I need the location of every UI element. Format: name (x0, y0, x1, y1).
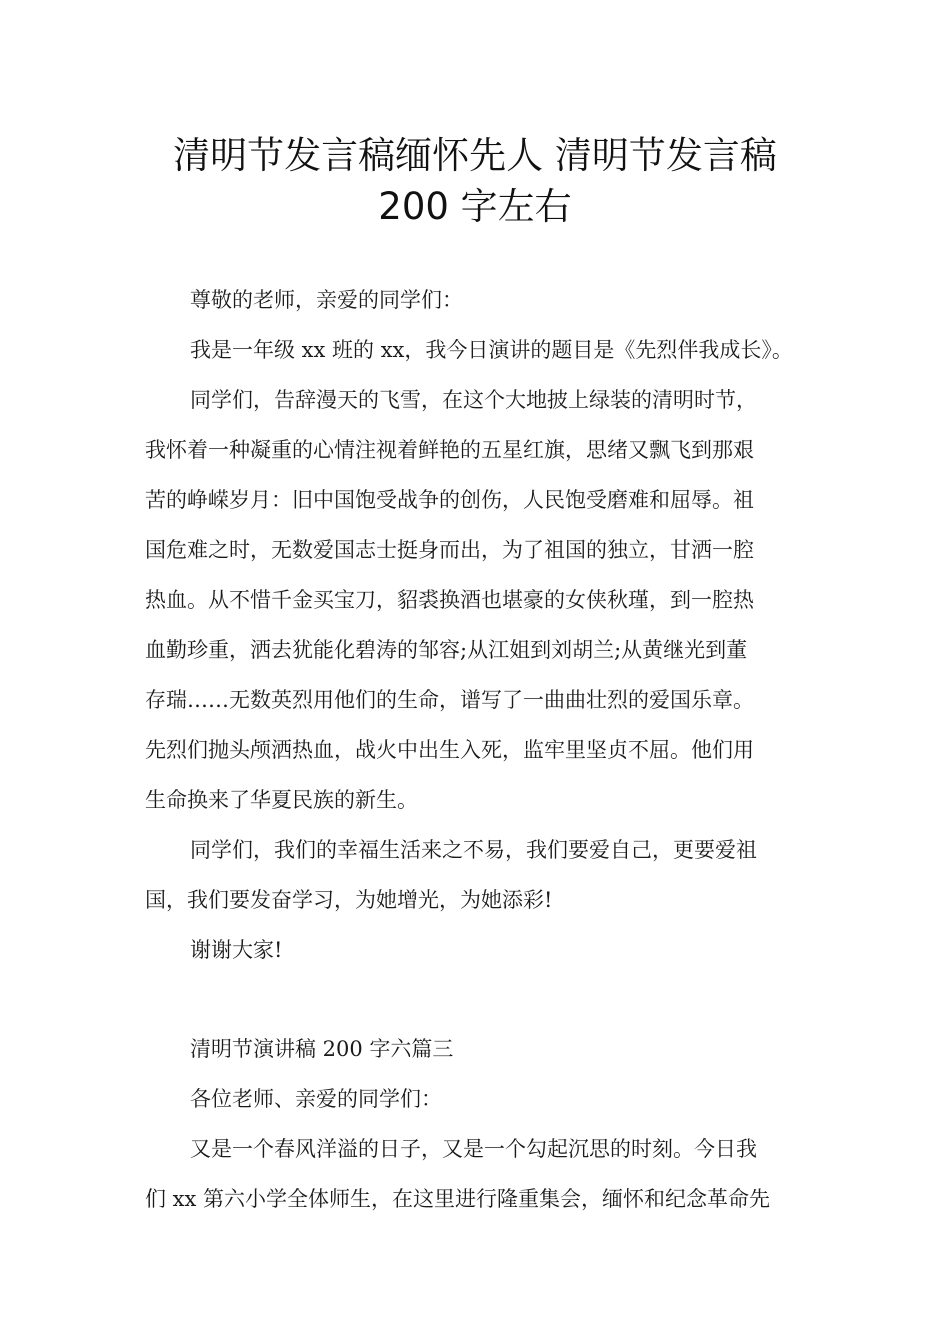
text-line (0, 580, 950, 620)
text-line (0, 380, 950, 420)
section-heading: 清明节演讲稿 200 字六篇三 (190, 1037, 454, 1061)
text-line (0, 330, 950, 370)
text-line (0, 280, 950, 320)
paragraph-text: 国，我们要发奋学习，为她增光，为她添彩! (145, 888, 553, 912)
paragraph-text: 血勤珍重，洒去犹能化碧涛的邹容;从江姐到刘胡兰;从黄继光到董 (145, 638, 748, 662)
paragraph-text: 国危难之时，无数爱国志士挺身而出，为了祖国的独立，甘洒一腔 (145, 538, 754, 562)
document-title-line-1: 清明节发言稿缅怀先人 清明节发言稿 (173, 134, 777, 177)
closing-text: 谢谢大家! (190, 938, 283, 962)
paragraph-text: 同学们，我们的幸福生活来之不易，我们要爱自己，更要爱祖 (190, 838, 757, 862)
text-line (0, 630, 950, 670)
text-line (0, 530, 950, 570)
text-line (0, 1129, 950, 1169)
text-line (0, 730, 950, 770)
text-line (0, 1079, 950, 1119)
text-line (0, 880, 950, 920)
paragraph-text: 同学们，告辞漫天的飞雪，在这个大地披上绿装的清明时节， (190, 388, 757, 412)
salutation-text: 尊敬的老师，亲爱的同学们： (190, 288, 463, 312)
paragraph-text: 存瑞……无数英烈用他们的生命，谱写了一曲曲壮烈的爱国乐章。 (145, 688, 754, 712)
paragraph-text: 生命换来了华夏民族的新生。 (145, 788, 418, 812)
text-line (0, 930, 950, 970)
text-line (0, 1029, 950, 1069)
salutation-text: 各位老师、亲爱的同学们： (190, 1087, 442, 1111)
paragraph-text: 我是一年级 xx 班的 xx，我今日演讲的题目是《先烈伴我成长》。 (190, 338, 793, 362)
text-line (0, 830, 950, 870)
paragraph-text: 先烈们抛头颅洒热血，战火中出生入死，监牢里坚贞不屈。他们用 (145, 738, 754, 762)
paragraph-text: 们 xx 第六小学全体师生，在这里进行隆重集会，缅怀和纪念革命先 (145, 1187, 771, 1211)
text-line (0, 780, 950, 820)
document-title-line-2: 200 字左右 (378, 185, 572, 228)
paragraph-text: 热血。从不惜千金买宝刀，貂裘换酒也堪豪的女侠秋瑾，到一腔热 (145, 588, 754, 612)
text-line (0, 680, 950, 720)
paragraph-text: 我怀着一种凝重的心情注视着鲜艳的五星红旗，思绪又飘飞到那艰 (145, 438, 754, 462)
paragraph-text: 又是一个春风洋溢的日子，又是一个勾起沉思的时刻。今日我 (190, 1137, 757, 1161)
text-line (0, 430, 950, 470)
text-line (0, 480, 950, 520)
text-line (0, 1179, 950, 1219)
paragraph-text: 苦的峥嵘岁月：旧中国饱受战争的创伤，人民饱受磨难和屈辱。祖 (145, 488, 754, 512)
